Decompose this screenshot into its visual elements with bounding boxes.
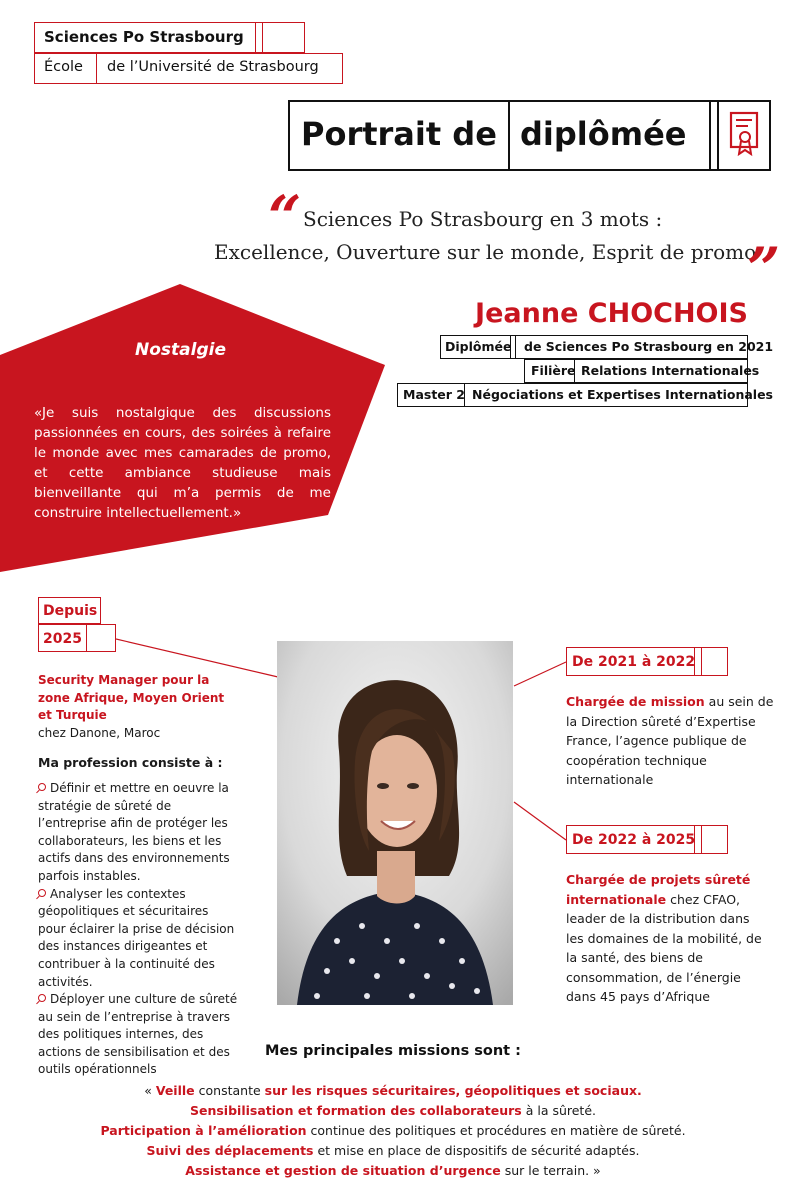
diploma-certificate-icon xyxy=(728,110,762,162)
list-item: Suivi des déplacements et mise en place de dispositifs de sécurité adaptés. xyxy=(146,1143,640,1158)
info-label-diplomee: Diplômée xyxy=(445,339,512,354)
missions-title: Mes principales missions sont : xyxy=(265,1043,521,1059)
title-part2: diplômée xyxy=(520,115,687,153)
past1-details xyxy=(566,692,781,790)
quote-close-mark: ” xyxy=(747,235,781,303)
list-item: Assistance et gestion de situation d’urgence sur le terrain. » xyxy=(185,1163,601,1178)
list-item: Déployer une culture de sûreté au sein de l’entreprise à travers des politiques internes, des actions de sensibilisation et des outils opérationnels xyxy=(38,992,238,1077)
info-value-filiere: Relations Internationales xyxy=(581,363,760,378)
missions-list xyxy=(0,1081,786,1181)
past2-label: De 2022 à 2025 xyxy=(572,832,696,848)
past2-role: Chargée de projets sûreté internationale xyxy=(566,872,751,907)
magnifier-icon xyxy=(38,994,46,1002)
info-label-master: Master 2 xyxy=(403,387,465,402)
past2-desc: chez CFAO, leader de la distribution dans les domaines de la mobilité, de la santé, des biens de consommation, de l’énergie dans 45 pays d’Afrique xyxy=(566,891,762,1004)
magnifier-icon xyxy=(38,783,46,791)
title-part1: Portrait de xyxy=(301,115,497,153)
connector-line-right-2 xyxy=(512,800,568,845)
current-employer: chez Danone, Maroc xyxy=(38,725,161,740)
school-name: Sciences Po Strasbourg xyxy=(44,28,244,46)
profession-title: Ma profession consiste à : xyxy=(38,755,223,771)
current-details xyxy=(38,672,238,1079)
list-item: « Veille constante sur les risques sécuritaires, géopolitiques et sociaux. xyxy=(144,1083,642,1098)
list-item: Participation à l’amélioration continue des politiques et procédures en matière de sûreté. xyxy=(100,1123,686,1138)
list-item: Sensibilisation et formation des collaborateurs à la sûreté. xyxy=(189,1103,597,1118)
nostalgie-title: Nostalgie xyxy=(135,340,226,360)
info-value-master: Négociations et Expertises Internationales xyxy=(472,387,773,402)
graduate-name: Jeanne CHOCHOIS xyxy=(475,298,748,329)
magnifier-icon xyxy=(38,889,46,897)
past2-details xyxy=(566,870,771,1007)
list-item: Définir et mettre en oeuvre la stratégie de sûreté de l’entreprise afin de protéger les collaborateurs, les biens et les actifs dans des environnements parfois instables. xyxy=(38,780,230,883)
past1-label: De 2021 à 2022 xyxy=(572,654,696,670)
portrait-photo xyxy=(277,641,513,1005)
quote-line-1: Sciences Po Strasbourg en 3 mots : xyxy=(303,207,663,231)
current-label-year: 2025 xyxy=(43,631,82,647)
nostalgie-text: «Je suis nostalgique des discussions passionnées en cours, des soirées à refaire le monde avec mes camarades de promo, et cette ambiance studieuse mais bienveillante qui m’a permis de me construire intellectuellement.» xyxy=(34,405,331,521)
quote-line-2: Excellence, Ouverture sur le monde, Esprit de promo xyxy=(214,240,757,264)
current-label-depuis: Depuis xyxy=(43,603,98,619)
connector-line-right-1 xyxy=(512,660,568,690)
past1-role: Chargée de mission xyxy=(566,694,705,709)
quote-open-mark: “ xyxy=(268,183,302,251)
university-label: de l’Université de Strasbourg xyxy=(107,59,319,75)
current-role: Security Manager pour la zone Afrique, Moyen Orient et Turquie xyxy=(38,673,225,723)
info-label-filiere: Filière xyxy=(531,363,576,378)
past1-desc: au sein de la Direction sûreté d’Expertise France, l’agence publique de coopération technique internationale xyxy=(566,694,774,787)
ecole-label: École xyxy=(44,59,83,75)
info-value-diplomee: de Sciences Po Strasbourg en 2021 xyxy=(524,339,774,354)
list-item: Analyser les contextes géopolitiques et sécuritaires pour éclairer la prise de décision des instances dirigeantes et contribuer à la continuité des activités. xyxy=(38,886,235,989)
